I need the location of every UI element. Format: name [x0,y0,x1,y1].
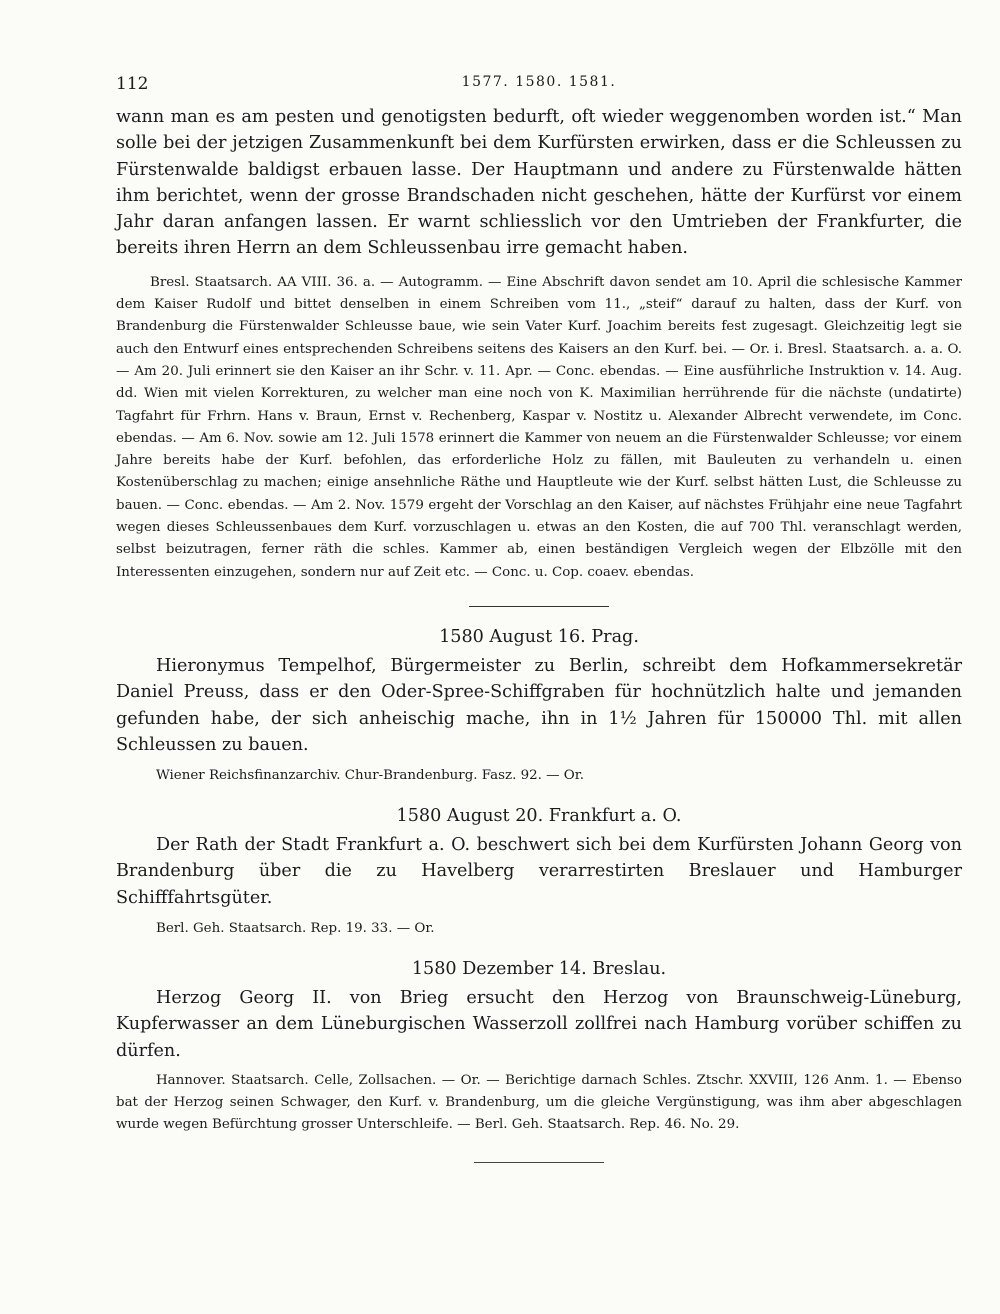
entry-heading: 1580 August 16. Prag. [439,626,639,647]
running-head [116,66,962,100]
entry-body: Herzog Georg II. von Brieg ersucht den Herzog von Braunschweig-Lüneburg, Kupferwasser an dem Lüneburgischen Wasserzoll zollfrei nach Hamburg vorüber schiffen zu dürfen. [116,988,962,1061]
entry-heading: 1580 August 20. Frankfurt a. O. [396,806,682,827]
entry-1580-08-20 [116,806,962,939]
entry-body: Der Rath der Stadt Frankfurt a. O. beschwert sich bei dem Kurfürsten Johann Georg von Brandenburg über die zu Havelberg verarrestirten Breslauer und Hamburger Schifffahrtsgüter. [116,835,962,908]
document-page [116,66,962,1163]
section-divider [469,606,609,607]
entry-body: Hieronymus Tempelhof, Bürgermeister zu Berlin, schreibt dem Hofkammersekretär Daniel Preuss, dass er den Oder-Spree-Schiffgraben für hochnützlich halte und jemanden gefunden habe, der sich anheischig mache, ihn in 1½ Jahren für 150000 Thl. mit allen Schleussen zu bauen. [116,655,962,755]
end-divider [474,1162,604,1163]
entry-1580-08-16 [116,627,962,786]
entry-source: Wiener Reichsfinanzarchiv. Chur-Brandenburg. Fasz. 92. — Or. [156,768,584,784]
page-number: 112 [116,74,149,94]
continued-paragraph: wann man es am pesten und genotigsten bedurft, oft wieder weggenomben worden ist.“ Man solle bei der jetzigen Zusammenkunft bei dem Kurfürsten erwirken, dass er die Schleussen zu Fürstenwalde baldigst erbauen lasse. Der Hauptmann und andere zu Fürstenwalde hätten ihm berichtet, wenn der grosse Brandschaden nicht geschehen, hätte der Kurfürst vor einem Jahr daran anfangen lassen. Er warnt schliesslich vor den Umtrieben der Frankfurter, die bereits ihren Herrn an dem Schleussenbau irre gemacht haben. [116,107,962,259]
entry-heading: 1580 Dezember 14. Breslau. [411,959,667,980]
entry-source: Berl. Geh. Staatsarch. Rep. 19. 33. — Or. [156,921,435,937]
running-head-years: 1577. 1580. 1581. [461,74,617,90]
source-note: Bresl. Staatsarch. AA VIII. 36. a. — Autogramm. — Eine Abschrift davon sendet am 10. April die schlesische Kammer dem Kaiser Rudolf und bittet denselben in einem Schreiben vom 11., „steif“ darauf zu halten, dass der Kurf. von Brandenburg die Fürstenwalder Schleusse baue, wie sein Vater Kurf. Joachim bereits fest zugesagt. Gleichzeitig legt sie auch den Entwurf eines entsprechenden Schreibens seitens des Kaisers an den Kurf. bei. — Or. i. Bresl. Staatsarch. a. a. O. — Am 20. Juli erinnert sie den Kaiser an ihr Schr. v. 11. Apr. — Conc. ebendas. — Eine ausführliche Instruktion v. 14. Aug. dd. Wien mit vielen Korrekturen, zu welcher man eine noch von K. Maximilian herrührende für die nächste (undatirte) Tagfahrt für Frhrn. Hans v. Braun, Ernst v. Rechenberg, Kaspar v. Nostitz u. Alexander Albrecht verwendete, im Conc. ebendas. — Am 6. Nov. sowie am 12. Juli 1578 erinnert die Kammer von neuem an die Fürstenwalder Schleusse; vor einem Jahre bereits habe der Kurf. befohlen, das erforderliche Holz zu fällen, mit Bauleuten zu verhandeln u. einen Kostenüberschlag zu machen; einige ansehnliche Räthe und Hauptleute wie der Kurf. selbst hätten Lust, die Schleusse zu bauen. — Conc. ebendas. — Am 2. Nov. 1579 ergeht der Vorschlag an den Kaiser, auf nächstes Frühjahr eine neue Tagfahrt wegen dieses Schleussenbaues dem Kurf. vorzuschlagen u. etwas an den Kosten, die auf 700 Thl. veranschlagt werden, selbst beizutragen, ferner räth die schles. Kammer ab, einen beständigen Vergleich wegen der Elbzölle mit den Interessenten einzugehen, sondern nur auf Zeit etc. — Conc. u. Cop. coaev. ebendas. [116,274,962,580]
entry-source: Hannover. Staatsarch. Celle, Zollsachen. — Or. — Berichtige darnach Schles. Ztschr. XXVIII, 126 Anm. 1. — Ebenso bat der Herzog seinen Schwager, den Kurf. v. Brandenburg, um die gleiche Vergünstigung, was ihm aber abgeschlagen wurde wegen Befürchtung grosser Unterschleife. — Berl. Geh. Staatsarch. Rep. 46. No. 29. [116,1072,962,1132]
entry-1580-12-14 [116,959,962,1136]
